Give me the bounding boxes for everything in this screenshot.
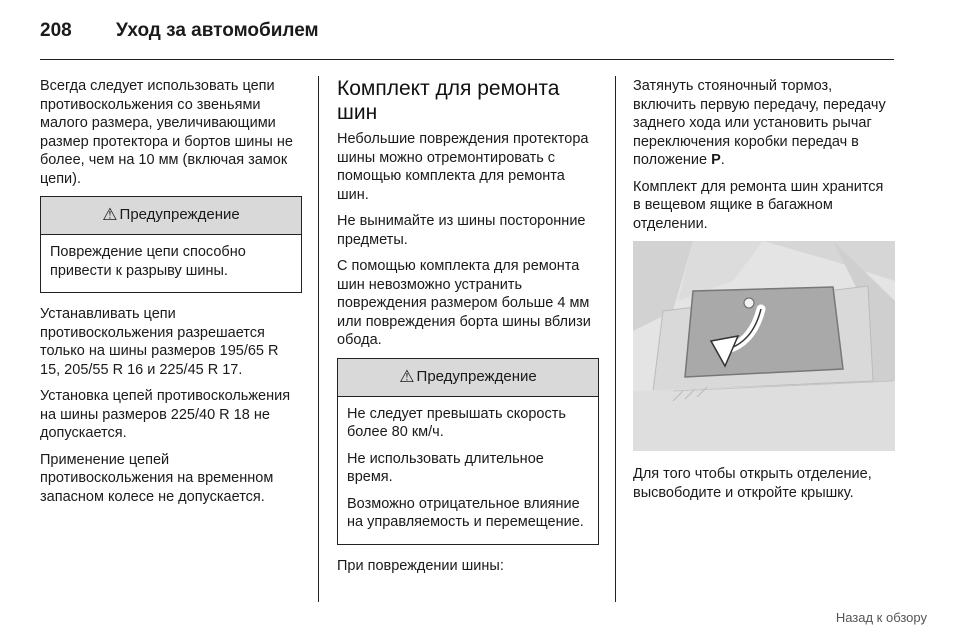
image-caption: Для того чтобы открыть отделение, высвободите и откройте крышку. bbox=[633, 466, 872, 501]
gear-position: P bbox=[711, 152, 721, 168]
warning-triangle-icon: ⚠ bbox=[399, 366, 415, 386]
page-title: Уход за автомобилем bbox=[116, 20, 319, 41]
warning-item: Не следует превышать скорость более 80 км/ч. bbox=[347, 405, 566, 440]
warning-box bbox=[40, 196, 302, 293]
paragraph: При повреждении шины: bbox=[337, 557, 504, 574]
warning-text: Повреждение цепи способно привести к разрыву шины. bbox=[50, 244, 246, 279]
warning-body bbox=[338, 397, 598, 544]
back-to-overview-link[interactable]: Назад к обзору bbox=[835, 610, 927, 625]
warning-item: Не использовать длительное время. bbox=[347, 450, 544, 485]
warning-item: Возможно отрицательное влияние на управляемость и перемещение. bbox=[347, 495, 584, 530]
paragraph-end: . bbox=[720, 152, 725, 168]
page-number: 208 bbox=[40, 20, 72, 41]
column-divider-1 bbox=[318, 76, 319, 602]
trunk-compartment-image bbox=[633, 241, 895, 451]
column-3 bbox=[633, 77, 895, 510]
paragraph-text: Затянуть стояночный тормоз, включить первую передачу, передачу заднего хода или установить рычаг переключения коробки передач в положение bbox=[633, 78, 886, 168]
paragraph: Всегда следует использовать цепи противоскольжения со звеньями малого размера, увеличивающими размер протектора и бортов шины не более, чем на 10 мм (включая замок цепи). bbox=[40, 78, 293, 187]
paragraph: Применение цепей противоскольжения на временном запасном колесе не допускается. bbox=[40, 451, 274, 505]
warning-header bbox=[338, 359, 598, 397]
column-divider-2 bbox=[615, 76, 616, 602]
warning-triangle-icon: ⚠ bbox=[102, 205, 118, 225]
paragraph: С помощью комплекта для ремонта шин невозможно устранить повреждения размером больше 4 мм или повреждения борта шины вблизи обода. bbox=[337, 258, 591, 348]
warning-header bbox=[41, 197, 301, 235]
warning-title: Предупреждение bbox=[119, 206, 240, 224]
warning-box bbox=[337, 358, 599, 545]
paragraph bbox=[633, 77, 895, 170]
warning-title: Предупреждение bbox=[416, 367, 537, 385]
paragraph: Небольшие повреждения протектора шины можно отремонтировать с помощью комплекта для ремонта шин. bbox=[337, 131, 589, 203]
paragraph: Не вынимайте из шины посторонние предметы. bbox=[337, 213, 586, 248]
warning-body bbox=[41, 235, 301, 292]
header-divider bbox=[40, 59, 894, 60]
section-heading: Комплект для ремонта шин bbox=[337, 77, 560, 124]
paragraph: Установка цепей противоскольжения на шины размеров 225/40 R 18 не допускается. bbox=[40, 388, 291, 441]
column-1 bbox=[40, 77, 302, 514]
column-2 bbox=[337, 77, 599, 583]
paragraph: Устанавливать цепи противоскольжения разрешается только на шины размеров 195/65 R 15, 205/55 R 16 и 225/45 R 17. bbox=[40, 306, 279, 378]
paragraph: Комплект для ремонта шин хранится в вещевом ящике в багажном отделении. bbox=[633, 178, 884, 232]
